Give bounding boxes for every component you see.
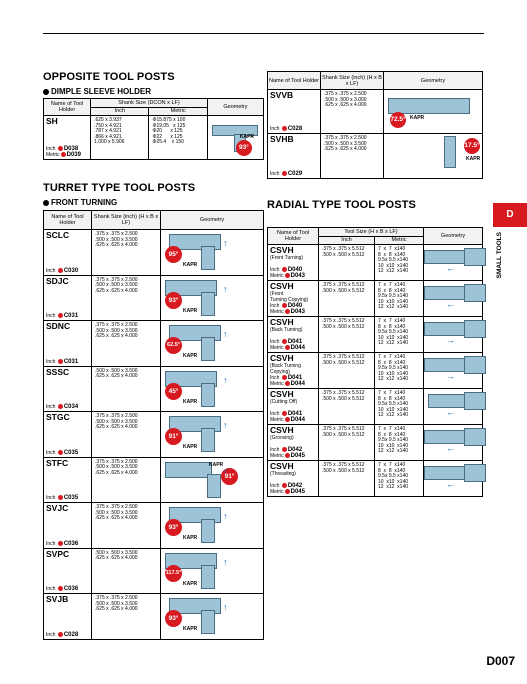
tool-geometry <box>424 389 483 425</box>
kapr-label: KAPR <box>183 444 198 450</box>
turret-row <box>44 457 264 503</box>
tool-geometry <box>424 425 483 461</box>
turret-title: TURRET TYPE TOOL POSTS <box>43 182 196 194</box>
tool-name: CSVH <box>270 281 294 291</box>
shank-sizes: .375 x .375 x 2.500 .500 x .500 x 3.500 .625 x .625 x 4.000 <box>92 503 161 549</box>
sh-name: SH <box>46 116 58 126</box>
feed-arrow-icon: ← <box>446 443 455 453</box>
radial-col-metric: Metric <box>375 236 424 245</box>
metric-sizes: 7 x 7 x140 8 x 8 x140 9.5x 9.5 x140 10 x10 x140 12 x12 x140 <box>375 461 424 497</box>
shank-sizes: .375 x .375 x 2.500 .500 x .500 x 3.500 .625 x .625 x 4.000 <box>92 594 161 640</box>
kapr-angle-badge: 93° <box>165 519 182 536</box>
feed-arrow-icon: ↑ <box>223 511 228 521</box>
feed-arrow-icon: ← <box>446 479 455 489</box>
tool-name: CSVH <box>270 425 294 435</box>
feed-arrow-icon: ↑ <box>223 283 228 294</box>
col-metric: Metric <box>149 107 207 116</box>
page-number: D007 <box>486 654 515 668</box>
feed-arrow-icon: ← <box>446 407 455 417</box>
kapr-angle-badge: 93° <box>165 610 182 627</box>
metric-sizes: 7 x 7 x140 8 x 8 x140 9.5x 9.5 x140 10 x10 x140 12 x12 x140 <box>375 389 424 425</box>
turret-row <box>44 548 264 594</box>
row-svhb: SVHB Inch C029 .375 x .375 x 2.500 .500 x .500 x 3.500 .625 x .625 x 4.000 17.5° KAPR <box>268 134 483 179</box>
tool-geometry <box>161 366 264 412</box>
tool-geometry <box>161 275 264 321</box>
kapr-label: KAPR <box>183 353 198 359</box>
tool-name: SDJC <box>46 275 69 286</box>
sh-geometry <box>207 116 263 160</box>
tool-geometry <box>161 503 264 549</box>
sh-refs: Inch D038 Metric D039 <box>46 146 81 158</box>
feed-arrow-icon: ↑ <box>223 374 228 385</box>
radial-col-inch: Inch <box>319 236 375 245</box>
shank-sizes: .500 x .500 x 3.500 .625 x .625 x 4.000 <box>92 366 161 412</box>
inch-sizes: .375 x .375 x 5.512 .500 x .500 x 5.512 <box>319 461 375 497</box>
kapr-angle-badge: 62.5° <box>165 337 182 354</box>
turret-col-name: Name of Tool Holder <box>44 211 92 230</box>
radial-row <box>268 281 483 317</box>
catalog-ref: Inch C036 <box>46 540 79 547</box>
col-geo-r: Geometry <box>384 72 483 90</box>
catalog-refs: Inch D040 Metric D043 <box>270 303 305 315</box>
turret-row <box>44 275 264 321</box>
radial-table <box>267 227 483 497</box>
kapr-label: KAPR <box>183 398 198 405</box>
shank-sizes: .375 x .375 x 2.500 .500 x .500 x 3.500 .625 x .625 x 4.000 <box>92 412 161 458</box>
feed-arrow-icon: ← <box>446 299 455 309</box>
tool-name: SSSC <box>46 366 70 377</box>
svvb-kapr: KAPR <box>410 115 425 121</box>
shank-sizes: .375 x .375 x 2.500 .500 x .500 x 3.500 .625 x .625 x 4.000 <box>92 457 161 503</box>
tool-name: SDNC <box>46 321 71 331</box>
svvb-sizes: .375 x .375 x 2.500 .500 x .500 x 3.000 .625 x .625 x 4.000 <box>321 90 384 134</box>
tool-geometry <box>161 321 264 367</box>
kapr-angle-badge: 45° <box>165 383 182 400</box>
tool-name: CSVH <box>270 317 294 327</box>
feed-arrow-icon: → <box>446 371 455 381</box>
catalog-ref: Inch C036 <box>46 586 79 592</box>
tool-name: CSVH <box>270 353 294 363</box>
svhb-sizes: .375 x .375 x 2.500 .500 x .500 x 3.500 .625 x .625 x 4.000 <box>321 134 384 179</box>
sh-kapr: KAPR <box>239 134 255 140</box>
radial-row <box>268 317 483 353</box>
tool-name: SVPC <box>46 548 70 559</box>
turret-row <box>44 594 264 640</box>
kapr-label: KAPR <box>183 307 198 314</box>
tool-variant: (Front Turning Copying) <box>270 291 309 303</box>
inch-sizes: .375 x .375 x 5.512 .500 x .500 x 5.512 <box>319 425 375 461</box>
radial-row <box>268 425 483 461</box>
feed-arrow-icon: ← <box>446 263 455 273</box>
turret-row <box>44 412 264 458</box>
metric-sizes: 7 x 7 x140 8 x 8 x140 9.5x 9.5 x140 10 x10 x140 12 x12 x140 <box>375 353 424 389</box>
radial-row <box>268 245 483 281</box>
catalog-refs: Inch D041 Metric D044 <box>270 375 305 387</box>
col-name: Name of Tool Holder <box>44 99 91 116</box>
tool-geometry <box>161 230 264 276</box>
metric-sizes: 7 x 7 x140 8 x 8 x140 9.5x 9.5 x140 10 x10 x140 12 x12 x140 <box>375 245 424 281</box>
turret-col-size: Shank Size (inch) (H x B x LF) <box>92 211 161 230</box>
turret-col-geo: Geometry <box>161 211 264 230</box>
tool-geometry <box>161 548 264 594</box>
turret-subtitle: FRONT TURNING <box>43 198 117 207</box>
col-inch: Inch <box>91 107 149 116</box>
shank-sizes: .375 x .375 x 2.500 .500 x .500 x 3.500 .625 x .625 x 4.000 <box>92 230 161 276</box>
kapr-label: KAPR <box>183 580 198 587</box>
svvb-name: SVVB <box>270 90 294 100</box>
catalog-refs: Inch D042 Metric D045 <box>270 483 305 495</box>
svhb-angle: 17.5° <box>464 138 480 154</box>
radial-col-size: Tool Size (H x B x LF) <box>319 228 424 237</box>
tool-geometry <box>161 457 264 503</box>
tool-geometry <box>424 245 483 281</box>
svvb-angle: 72.5° <box>390 112 406 128</box>
tool-geometry <box>424 461 483 497</box>
tool-variant: (Threading) <box>270 471 296 477</box>
catalog-ref: Inch C035 <box>46 449 79 456</box>
turret-row <box>44 503 264 549</box>
tool-geometry <box>424 353 483 389</box>
radial-row <box>268 389 483 425</box>
row-svvb: SVVB Inch C028 .375 x .375 x 2.500 .500 x .500 x 3.000 .625 x .625 x 4.000 72.5° KAPR <box>268 90 483 134</box>
tool-name: CSVH <box>270 245 294 255</box>
top-rule <box>43 33 484 34</box>
turret-table <box>43 210 264 640</box>
radial-title: RADIAL TYPE TOOL POSTS <box>267 199 416 211</box>
catalog-ref: Inch C031 <box>46 358 79 365</box>
inch-sizes: .375 x .375 x 5.512 .500 x .500 x 5.512 <box>319 353 375 389</box>
radial-row <box>268 353 483 389</box>
catalog-ref: Inch C030 <box>46 267 79 274</box>
section-side-label: SMALL TOOLS <box>496 232 503 279</box>
opposite-title: OPPOSITE TOOL POSTS <box>43 71 175 83</box>
kapr-angle-badge: 95° <box>165 246 182 263</box>
kapr-label: KAPR <box>183 626 198 632</box>
catalog-refs: Inch D041 Metric D044 <box>270 411 305 423</box>
inch-sizes: .375 x .375 x 5.512 .500 x .500 x 5.512 <box>319 245 375 281</box>
svhb-name: SVHB <box>270 134 294 144</box>
catalog-ref: Inch C028 <box>46 631 79 638</box>
tool-variant: (Cutting Off) <box>270 399 298 405</box>
feed-arrow-icon: → <box>446 335 455 345</box>
feed-arrow-icon: ↑ <box>223 420 228 430</box>
tool-name: STFC <box>46 457 69 468</box>
metric-sizes: 7 x 7 x140 8 x 8 x140 9.5x 9.5 x140 10 x10 x140 12 x12 x140 <box>375 281 424 317</box>
kapr-label: KAPR <box>209 461 224 468</box>
tool-name: SCLC <box>46 230 70 240</box>
kapr-angle-badge: 93° <box>165 292 182 309</box>
catalog-refs: Inch D042 Metric D045 <box>270 447 305 459</box>
feed-arrow-icon: ↑ <box>223 238 228 248</box>
tool-variant: (Grooving) <box>270 435 294 441</box>
tool-name: CSVH <box>270 461 294 471</box>
sh-metric-sizes: Φ15.875 x 100 Φ19.05 x 125 Φ20 x 125 Φ22 x 125 Φ25.4 x 150 <box>149 116 207 160</box>
turret-row <box>44 321 264 367</box>
shank-sizes: .500 x .500 x 3.500 .625 x .625 x 4.000 <box>92 548 161 594</box>
catalog-refs: Inch D041 Metric D044 <box>270 339 305 351</box>
sh-table <box>43 98 264 160</box>
sh-name-cell <box>44 116 91 160</box>
radial-col-geo: Geometry <box>424 228 483 245</box>
kapr-angle-badge: 117.5° <box>165 565 182 582</box>
inch-sizes: .375 x .375 x 5.512 .500 x .500 x 5.512 <box>319 389 375 425</box>
catalog-refs: Inch D040 Metric D043 <box>270 267 305 279</box>
kapr-angle-badge: 91° <box>221 468 238 485</box>
tool-geometry <box>161 594 264 640</box>
turret-row <box>44 230 264 276</box>
svvb-table <box>267 71 483 179</box>
feed-arrow-icon: ↑ <box>223 329 228 339</box>
tool-geometry <box>424 281 483 317</box>
sh-angle-badge: 93° <box>236 140 252 156</box>
svhb-kapr: KAPR <box>466 156 481 162</box>
kapr-angle-badge: 91° <box>165 428 182 445</box>
tool-geometry <box>161 412 264 458</box>
catalog-ref: Inch C034 <box>46 404 79 410</box>
section-tab: D <box>493 203 527 227</box>
metric-sizes: 7 x 7 x140 8 x 8 x140 9.5x 9.5 x140 10 x10 x140 12 x12 x140 <box>375 317 424 353</box>
tool-name: SVJB <box>46 594 69 604</box>
opposite-subtitle: DIMPLE SLEEVE HOLDER <box>43 87 151 96</box>
tool-variant: (Front Turning) <box>270 255 304 261</box>
tool-geometry <box>424 317 483 353</box>
turret-row <box>44 366 264 412</box>
feed-arrow-icon: ↑ <box>223 602 228 612</box>
tool-name: STGC <box>46 412 70 422</box>
radial-row <box>268 461 483 497</box>
inch-sizes: .375 x .375 x 5.512 .500 x .500 x 5.512 <box>319 281 375 317</box>
col-size-r: Shank Size (inch) (H x B x LF) <box>321 72 384 90</box>
catalog-ref: Inch C035 <box>46 495 79 501</box>
tool-variant: (Back Turning Copying) <box>270 363 301 375</box>
kapr-label: KAPR <box>183 262 198 268</box>
feed-arrow-icon: ↑ <box>223 465 228 476</box>
feed-arrow-icon: ↑ <box>223 556 228 567</box>
tool-variant: (Back Turning) <box>270 327 303 333</box>
inch-sizes: .375 x .375 x 5.512 .500 x .500 x 5.512 <box>319 317 375 353</box>
tool-name: SVJC <box>46 503 69 513</box>
shank-sizes: .375 x .375 x 2.500 .500 x .500 x 3.500 .625 x .625 x 4.000 <box>92 275 161 321</box>
kapr-label: KAPR <box>183 535 198 541</box>
col-name-r: Name of Tool Holder <box>268 72 321 90</box>
catalog-ref: Inch C031 <box>46 313 79 319</box>
sh-inch-sizes: .625 x 3.937 .750 x 4.921 .787 x 4.921 .866 x 4.921 1.000 x 5.906 <box>91 116 149 160</box>
radial-col-name: Name of Tool Holder <box>268 228 319 245</box>
metric-sizes: 7 x 7 x140 8 x 8 x140 9.5x 9.5 x140 10 x10 x140 12 x12 x140 <box>375 425 424 461</box>
shank-sizes: .375 x .375 x 2.500 .500 x .500 x 3.500 .625 x .625 x 4.000 <box>92 321 161 367</box>
col-geometry: Geometry <box>207 99 263 116</box>
tool-name: CSVH <box>270 389 294 399</box>
col-dcon: Shank Size (DCON x LF) <box>91 99 208 108</box>
